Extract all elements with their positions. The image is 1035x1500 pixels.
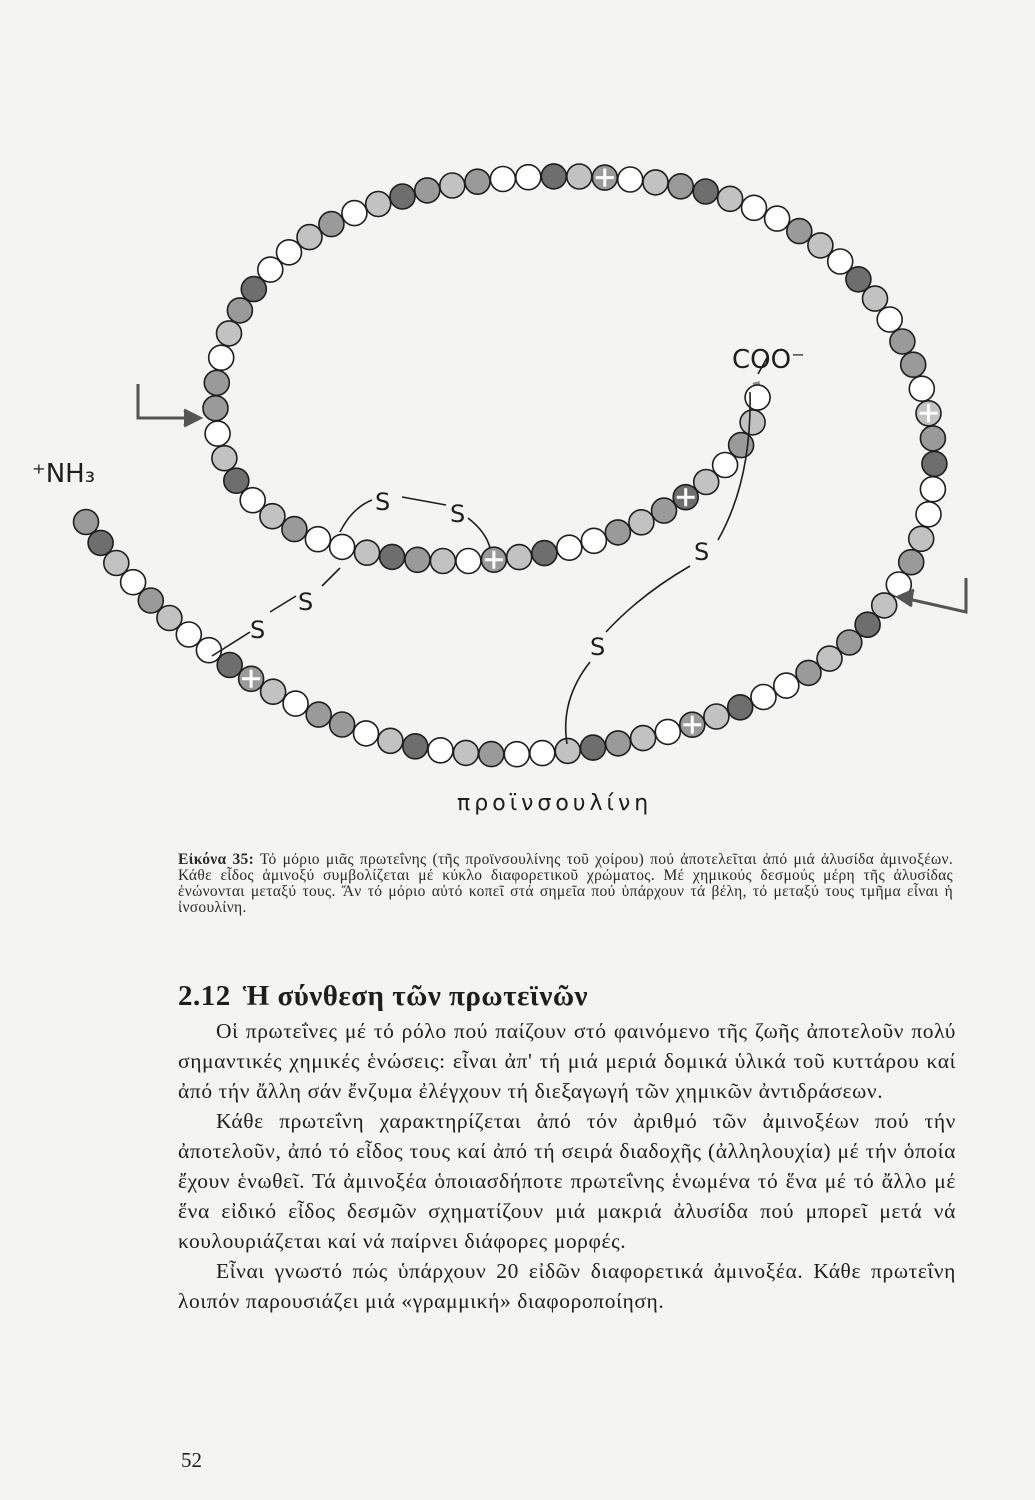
amino-acid-bead [922,451,947,476]
caption-text: Τό μόριο μιᾶς πρωτεΐνης (τῆς προϊνσουλίνης τοῦ χοίρου) πού ἀποτελεῖται ἀπό μιά ἀλυσίδα ἀμινοξέων. Κάθε εἶδος ἀμινοξύ συμβολίζεται μέ κύκλο διαφορετικοῦ χρώματος. Μέ χημικούς δεσμούς μέρη τῆς ἀλυσίδας ἑνώνονται μεταξύ τους. Ἄν τό μόριο αὐτό κοπεῖ στά σημεῖα πού ὑπάρχουν τά βέλη, τό μεταξύ τους τμῆμα εἶναι ἡ ἰνσουλίνη. [178,851,953,916]
amino-acid-bead [453,740,478,765]
amino-acid-bead [557,535,582,560]
paragraph: Κάθε πρωτεΐνη χαρακτηρίζεται ἀπό τόν ἀριθμό τῶν ἀμινοξέων πού τήν ἀποτελοῦν, ἀπό τό εἶδος τους καί ἀπό τή σειρά διαδοχῆς (ἀλληλουχία) μέ τήν ὁποία ἔχουν ἑνωθεῖ. Τά ἀμινοξέα ὁποιασδήποτε πρωτεΐνης ἑνωμένα τό ἕνα μέ τό ἄλλο μέ ἕνα εἰδικό εἶδος δεσμῶν σχηματίζουν μιά μακριά ἀλυσίδα πού μπορεῖ μετά νά κουλουριάζεται καί νά παίρνει διάφορες μορφές. [178,1109,956,1253]
amino-acid-bead [541,164,566,189]
amino-acid-bead [203,396,228,421]
amino-acid-bead [618,167,643,192]
amino-acid-bead [212,446,237,471]
disulfide-bond-4 [322,568,340,586]
paragraph: Εἶναι γνωστό πώς ὑπάρχουν 20 εἰδῶν διαφορετικά ἀμινοξέα. Κάθε πρωτεΐνη λοιπόν παρουσιάζει μιά «γραμμική» διαφοροποίηση. [178,1259,956,1313]
amino-acid-bead [555,738,580,763]
amino-acid-bead [261,679,286,704]
amino-acid-bead [631,726,656,751]
amino-acid-bead [718,186,743,211]
disulfide-bond-2 [402,497,446,505]
sulfur-label-2: S [450,500,466,528]
disulfide-bond-5 [270,596,296,612]
amino-acid-bead [890,329,915,354]
amino-acid-bead [581,735,606,760]
amino-acid-bead [729,433,754,458]
amino-acid-bead [479,742,504,767]
paragraph: Οἱ πρωτεΐνες μέ τό ρόλο πού παίζουν στό φαινόμενο τῆς ζωῆς ἀποτελοῦν πολύ σημαντικές χημικές ἑνώσεις: εἶναι ἀπ' τή μιά μεριά δομικά ὑλικά τοῦ κυττάρου καί ἀπό τήν ἄλλη σάν ἔνζυμα ἐλέγχουν τή διεξαγωγή τῶν χημικῶν ἀντιδράσεων. [178,1019,956,1103]
amino-acid-bead [652,498,677,523]
amino-acid-bead [774,673,799,698]
amino-acid-bead [378,728,403,753]
amino-acid-bead [390,184,415,209]
amino-acid-bead [490,167,515,192]
amino-acid-bead [74,510,99,535]
body-text [178,1016,956,1316]
sulfur-label-6: S [590,633,606,661]
amino-acid-bead [916,502,941,527]
amino-acid-bead [516,165,541,190]
amino-acid-bead [481,547,506,572]
amino-acid-bead [668,174,693,199]
amino-acid-bead [176,622,201,647]
amino-acid-bead [605,520,630,545]
amino-acid-chain [74,164,947,767]
amino-acid-bead [592,165,617,190]
amino-acid-bead [680,712,705,737]
amino-acid-bead [227,298,252,323]
amino-acid-bead [430,549,455,574]
amino-acid-bead [440,173,465,198]
section-number: 2.12 [178,980,231,1012]
amino-acid-bead [217,321,242,346]
amino-acid-bead [366,192,391,217]
amino-acid-bead [217,653,242,678]
amino-acid-bead [693,179,718,204]
caption-label: Εἰκόνα 35: [178,851,255,868]
amino-acid-bead [751,685,776,710]
amino-acid-bead [342,201,367,226]
amino-acid-bead [567,164,592,189]
amino-acid-bead [765,206,790,231]
amino-acid-bead [742,195,767,220]
amino-acid-bead [899,550,924,575]
amino-acid-bead [282,517,307,542]
amino-acid-bead [673,485,698,510]
amino-acid-bead [306,702,331,727]
cleavage-arrow-left [138,384,200,426]
sulfur-label-3: S [298,588,314,616]
figure-title: προϊνσουλίνη [457,791,653,816]
amino-acid-bead [330,534,355,559]
amino-acid-bead [205,421,230,446]
disulfide-bond-9 [566,662,590,744]
amino-acid-bead [728,695,753,720]
figure-caption [178,852,953,916]
amino-acid-bead [355,540,380,565]
amino-acid-bead [901,352,926,377]
amino-acid-bead [319,212,344,237]
amino-acid-bead [745,385,770,410]
amino-acid-bead [239,666,264,691]
amino-acid-bead [241,277,266,302]
amino-acid-bead [380,544,405,569]
amino-acid-bead [606,731,631,756]
amino-acid-bead [916,401,941,426]
amino-acid-bead [581,528,606,553]
amino-acid-bead [629,510,654,535]
section-title: Ἡ σύνθεση τῶν πρωτεϊνῶν [242,980,588,1012]
amino-acid-bead [204,370,229,395]
amino-acid-bead [415,178,440,203]
amino-acid-bead [260,504,285,529]
arrow-head-right-icon [184,410,200,426]
amino-acid-bead [209,345,234,370]
amino-acid-bead [532,541,557,566]
amino-acid-bead [740,410,765,435]
sulfur-label-4: S [250,616,266,644]
sulfur-label-1: S [375,488,391,516]
amino-acid-bead [507,545,532,570]
amino-acid-bead [283,691,308,716]
amino-acid-bead [88,530,113,555]
amino-acid-bead [655,719,680,744]
amino-acid-bead [354,721,379,746]
amino-acid-bead [330,712,355,737]
amino-acid-bead [456,549,481,574]
section-heading [178,980,588,1013]
sulfur-label-5: S [694,538,710,566]
amino-acid-bead [787,219,812,244]
amino-acid-bead [403,734,428,759]
disulfide-bond-8 [606,566,690,632]
disulfide-bond-3 [468,518,490,548]
amino-acid-bead [920,477,945,502]
amino-acid-bead [305,527,330,552]
c-terminus-label: COO⁻ [732,345,805,375]
amino-acid-bead [909,376,934,401]
amino-acid-bead [428,738,453,763]
amino-acid-bead [465,169,490,194]
disulfide-bond-1 [340,500,372,532]
amino-acid-bead [297,225,322,250]
amino-acid-bead [405,547,430,572]
amino-acid-bead [877,307,902,332]
amino-acid-bead [196,638,221,663]
page-number: 52 [181,1448,202,1472]
amino-acid-bead [808,233,833,258]
amino-acid-bead [643,170,668,195]
amino-acid-bead [909,526,934,551]
n-terminus-label: ⁺NH₃ [32,459,96,489]
amino-acid-bead [920,426,945,451]
amino-acid-bead [504,742,529,767]
amino-acid-bead [704,704,729,729]
amino-acid-bead [530,741,555,766]
amino-acid-bead [796,660,821,685]
amino-acid-bead [872,593,897,618]
